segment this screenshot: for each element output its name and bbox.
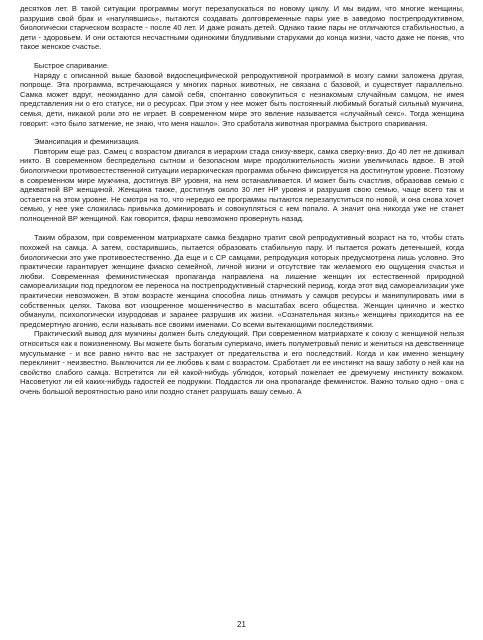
- paragraph-quick-mating: Наряду с описанной выше базовой видоспецифической репродуктивной программой в мозгу самки заложена другая, попроще. Эта программа, встречающаяся у многих парных животных, не связана с базовой, и существует параллельно. Самка может вдруг, неожиданно для самой себя, спонтанно совокупиться с незнакомым случайным самцом, не имея представления ни о его статусе, ни о ресурсах. При этом у нее может быть постоянный любимый богатый сильный мужчина, семья, дети, никакой роли это не играет. В современном мире это явление называется «случайный секс». Тогда женщина говорит: «это было затмение, не знаю, что меня нашло». Это сработала животная программа быстрого спаривания.: [20, 70, 464, 128]
- section-heading-quick-mating: Быстрое спаривание.: [34, 60, 110, 70]
- spacer: [20, 52, 464, 61]
- paragraph-practical-conclusion: Практический вывод для мужчины должен быть следующий. При современном матриархате к союзу с женщиной нельзя относиться как к пожизненному. Вы можете быть богатым супермачо, иметь полуметровый пенис и жениться на девственнице мусульманке - и все равно ничто вас не застрахует от предательства и его последствий. Когда и как именно женщину переклинит - неизвестно. Выключится ли ее любовь к вам с возрастом. Сработает ли ее инстинкт на вашу заботу о ней как на свойство слабого самца. Встретится ли ей какой-нибудь ублюдок, который пожелает ее дремучему инстинкту вожаком. Насоветуют ли ей каких-нибудь гадостей ее подружки. Поддастся ли она пропаганде феминисток. Важно только одно - она с очень большой вероятностью рано или поздно станет разрушать вашу семью. А: [20, 329, 464, 396]
- paragraph-matriarchy: Таким образом, при современном матриархате самка бездарно тратит свой репродуктивный возраст на то, чтобы стать похожей на самца. А затем, состарившись, пытается образовать стабильную пару. И пытается рожать детенышей, когда биологически это уже противоестественно. Да еще и с СР самцами, репродукция которых предусмотрена лишь условно. Это практически гарантирует женщине фиаско семейной, личной жизни и отсутствие так желаемого ею ощущения счастья и любви. Современная феминистическая пропаганда направлена на лишение женщин их естественной природной самореализации под предлогом ее переноса на пострепродуктивный старческий период, когда этот вид самореализации уже практически невозможен. В этом возрасте женщина способна лишь отнимать у самцов ресурсы и манипулировать ими в собственных целях. Такова вот изощренное мошенничество в масштабах всего общества. Женщин цинично и жестко обманули, психологически изуродовав и заранее разрушив их жизни. «Сознательная жизнь» женщины приходится на ее предсмертную агонию, если называть все своими именами. Со всеми вытекающими последствиями.: [20, 233, 464, 329]
- paragraph-emancipation: Повторим еще раз. Самец с возрастом двигался в иерархии стада снизу-вверх, самка сверху-вниз. До 40 лет не доживал никто. В современном беспредельно сытном и безопасном мире продолжительность жизни увеличилась вдвое. В этой биологически противоестественной ситуации иерархическая программа обычно фиксируется на достигнутом уровне. Поэтому в современном мире мужчина, достигнув ВР уровня, на нем останавливается. И может быть счастлив, образовав семью с адекватной ВР женщиной. Женщина также, достигнув около 30 лет НР уровня и разрушив свою семью, чаще всего так и остается на этом уровне. Не смотря на то, что нередко ее программы пытаются перезапуститься по новой, и она снова хочет семью, у нее уже сложилась привычка доминировать и совокупляться с кем попало. А значит она никогда уже не станет полноценной ВР женщиной. Как говорится, фарш невозможно провернуть назад.: [20, 146, 464, 223]
- section-heading-emancipation: Эмансипация и феминизация.: [34, 137, 141, 147]
- spacer: [20, 223, 464, 233]
- paragraph-intro: десятков лет. В такой ситуации программы могут перезапускаться по новому циклу. И мы видим, что многие женщины, разрушив свой брак и «нагулявшись», пытаются создавать долговременные пары уже в заведомо пострепродуктивном, биологически старческом возрасте - после 40 лет. И даже рожать детей. Однако такие пары не отличаются стабильностью, а дети - здоровьем. И они остаются несчастными одинокими блудливыми старухами до конца жизни, часто даже не поняв, что такое женское счастье.: [20, 4, 464, 52]
- spacer: [20, 128, 464, 137]
- page-number: 21: [237, 620, 246, 629]
